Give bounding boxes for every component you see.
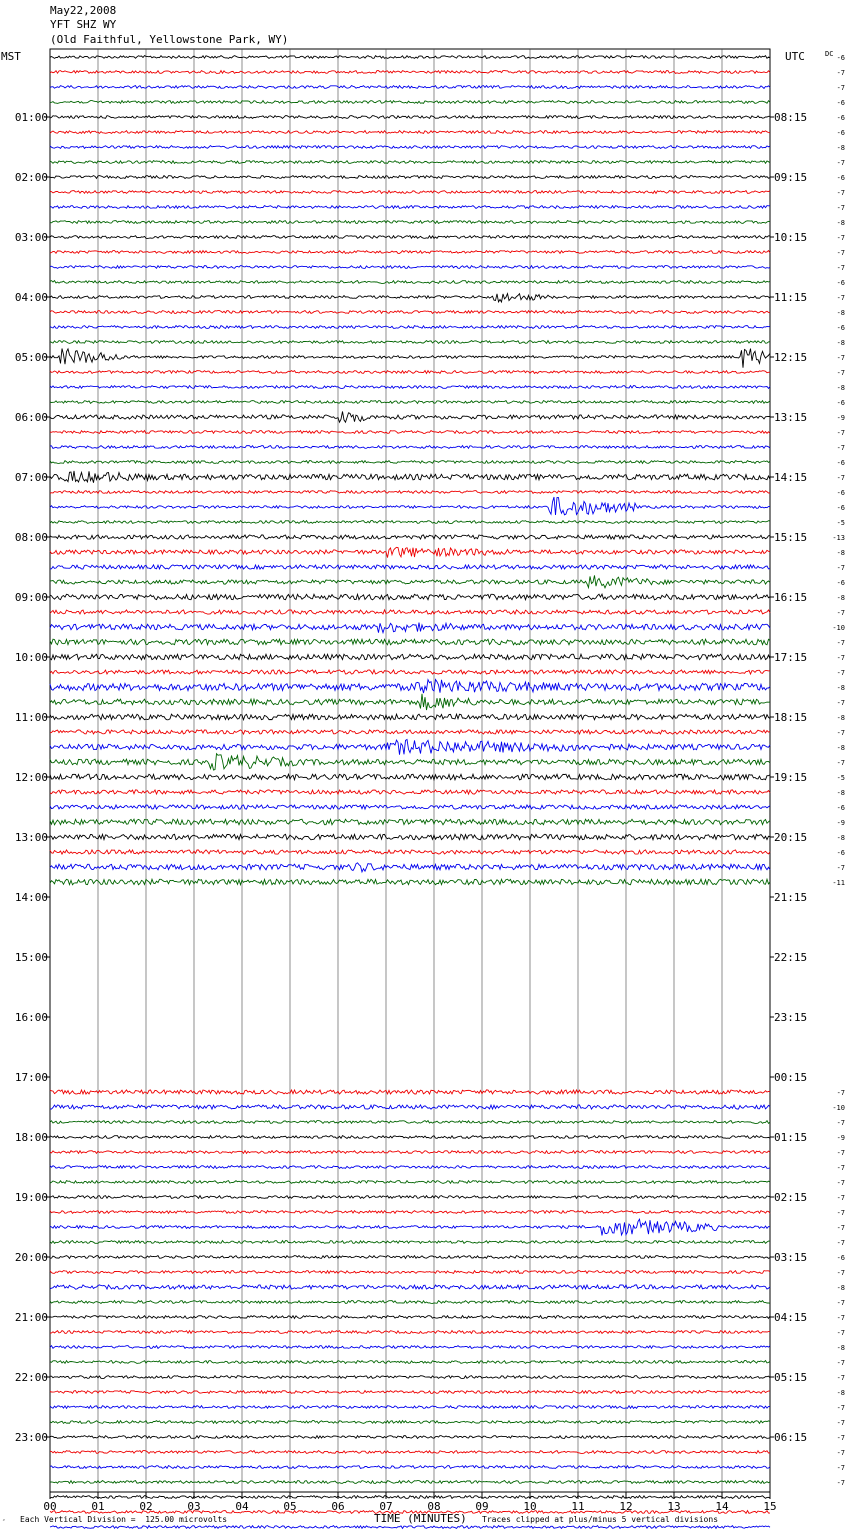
seismic-trace bbox=[50, 221, 770, 224]
seismic-trace bbox=[50, 850, 770, 854]
dc-offset-value: -8 bbox=[836, 549, 845, 557]
seismic-trace bbox=[50, 714, 770, 720]
mst-tick-label: 08:00 bbox=[14, 531, 48, 544]
dc-offset-value: -6 bbox=[836, 489, 845, 497]
dc-offset-value: -7 bbox=[836, 1089, 845, 1097]
seismic-trace bbox=[50, 1331, 770, 1334]
x-tick-label: 03 bbox=[187, 1500, 201, 1513]
utc-axis-label: UTC bbox=[785, 50, 805, 63]
dc-offset-value: -7 bbox=[836, 639, 845, 647]
seismic-trace bbox=[50, 1316, 770, 1319]
dc-offset-value: -7 bbox=[836, 729, 845, 737]
seismic-trace bbox=[50, 575, 770, 587]
dc-offset-value: -7 bbox=[836, 654, 845, 662]
seismic-trace bbox=[50, 471, 770, 483]
mst-tick-label: 10:00 bbox=[14, 651, 48, 664]
x-tick-label: 02 bbox=[139, 1500, 153, 1513]
dc-offset-value: -7 bbox=[836, 369, 845, 377]
seismic-trace bbox=[50, 386, 770, 389]
seismic-trace bbox=[50, 161, 770, 164]
dc-offset-value: -7 bbox=[836, 1419, 845, 1427]
dc-offset-value: -7 bbox=[836, 1179, 845, 1187]
dc-offset-value: -7 bbox=[836, 1479, 845, 1487]
dc-offset-value: -8 bbox=[836, 144, 845, 152]
seismic-trace bbox=[50, 71, 770, 74]
seismic-trace bbox=[50, 654, 770, 660]
seismic-trace bbox=[50, 131, 770, 134]
seismic-trace bbox=[50, 1166, 770, 1169]
utc-tick-label: 09:15 bbox=[774, 171, 808, 184]
x-axis-title: TIME (MINUTES) bbox=[374, 1512, 467, 1525]
seismic-trace bbox=[50, 805, 770, 809]
seismic-trace bbox=[50, 680, 770, 694]
utc-tick-label: 18:15 bbox=[774, 711, 808, 724]
seismic-trace bbox=[50, 730, 770, 734]
seismic-trace bbox=[50, 670, 770, 674]
seismic-trace bbox=[50, 1090, 770, 1094]
x-tick-label: 05 bbox=[283, 1500, 297, 1513]
dc-offset-value: -11 bbox=[832, 879, 845, 887]
seismic-trace bbox=[50, 521, 770, 524]
seismic-trace bbox=[50, 349, 770, 368]
dc-offset-value: -6 bbox=[836, 324, 845, 332]
dc-offset-value: -7 bbox=[836, 264, 845, 272]
x-tick-label: 13 bbox=[667, 1500, 681, 1513]
dc-offset-value: -7 bbox=[836, 609, 845, 617]
dc-offset-value: -9 bbox=[836, 414, 845, 422]
dc-offset-value: -7 bbox=[836, 1269, 845, 1277]
x-tick-label: 00 bbox=[43, 1500, 57, 1513]
dc-offset-value: -7 bbox=[836, 204, 845, 212]
dc-offset-value: -7 bbox=[836, 1224, 845, 1232]
mst-tick-label: 14:00 bbox=[14, 891, 48, 904]
mst-tick-label: 01:00 bbox=[14, 111, 48, 124]
dc-offset-value: -10 bbox=[832, 624, 845, 632]
dc-offset-value: -7 bbox=[836, 699, 845, 707]
seismic-trace bbox=[50, 341, 770, 344]
dc-offset-value: -6 bbox=[836, 504, 845, 512]
dc-offset-value: -7 bbox=[836, 669, 845, 677]
seismic-trace bbox=[50, 191, 770, 194]
dc-offset-value: -7 bbox=[836, 1239, 845, 1247]
mst-tick-label: 17:00 bbox=[14, 1071, 48, 1084]
seismic-trace bbox=[50, 86, 770, 89]
mst-tick-label: 04:00 bbox=[14, 291, 48, 304]
seismic-trace bbox=[50, 1285, 770, 1289]
seismic-trace bbox=[50, 1241, 770, 1244]
dc-offset-value: -10 bbox=[832, 1104, 845, 1112]
utc-tick-label: 15:15 bbox=[774, 531, 808, 544]
mst-tick-label: 13:00 bbox=[14, 831, 48, 844]
dc-offset-value: -8 bbox=[836, 309, 845, 317]
seismic-trace bbox=[50, 1421, 770, 1424]
dc-offset-value: -8 bbox=[836, 219, 845, 227]
dc-offset-value: -8 bbox=[836, 684, 845, 692]
seismic-trace bbox=[50, 412, 770, 423]
dc-offset-value: -7 bbox=[836, 444, 845, 452]
vertical-division-note: Each Vertical Division = 125.00 microvolts bbox=[20, 1515, 228, 1524]
dc-offset-value: -9 bbox=[836, 819, 845, 827]
seismic-trace bbox=[50, 610, 770, 614]
dc-offset-value: -7 bbox=[836, 1164, 845, 1172]
mst-tick-label: 11:00 bbox=[14, 711, 48, 724]
dc-offset-value: -7 bbox=[836, 1299, 845, 1307]
dc-offset-value: -6 bbox=[836, 99, 845, 107]
dc-offset-value: -7 bbox=[836, 234, 845, 242]
x-tick-label: 07 bbox=[379, 1500, 393, 1513]
dc-offset-value: -7 bbox=[836, 1194, 845, 1202]
mst-tick-label: 05:00 bbox=[14, 351, 48, 364]
utc-tick-label: 10:15 bbox=[774, 231, 808, 244]
seismic-trace bbox=[50, 790, 770, 794]
x-tick-label: 01 bbox=[91, 1500, 105, 1513]
clipping-note: Traces clipped at plus/minus 5 vertical divisions bbox=[482, 1515, 719, 1524]
utc-tick-label: 22:15 bbox=[774, 951, 808, 964]
seismic-trace bbox=[50, 1496, 770, 1499]
utc-tick-label: 02:15 bbox=[774, 1191, 808, 1204]
x-tick-label: 12 bbox=[619, 1500, 633, 1513]
seismic-trace bbox=[50, 1406, 770, 1409]
dc-offset-value: -6 bbox=[836, 804, 845, 812]
x-tick-label: 10 bbox=[523, 1500, 537, 1513]
seismic-trace bbox=[50, 1346, 770, 1349]
dc-offset-value: -7 bbox=[836, 564, 845, 572]
mst-axis-label: MST bbox=[1, 50, 21, 63]
station-location: (Old Faithful, Yellowstone Park, WY) bbox=[50, 33, 289, 46]
dc-offset-value: -7 bbox=[836, 864, 845, 872]
dc-offset-value: -7 bbox=[836, 84, 845, 92]
seismic-trace bbox=[50, 1451, 770, 1454]
dc-offset-value: -7 bbox=[836, 1374, 845, 1382]
dc-offset-value: -8 bbox=[836, 834, 845, 842]
x-tick-label: 14 bbox=[715, 1500, 729, 1513]
corner-mark: ″ bbox=[2, 1519, 6, 1526]
dc-offset-value: -13 bbox=[832, 534, 845, 542]
dc-offset-value: -5 bbox=[836, 519, 845, 527]
dc-offset-value: -8 bbox=[836, 1344, 845, 1352]
seismic-trace bbox=[50, 1136, 770, 1139]
seismic-trace bbox=[50, 56, 770, 59]
dc-offset-value: -6 bbox=[836, 114, 845, 122]
seismic-trace bbox=[50, 1219, 770, 1235]
seismic-trace bbox=[50, 146, 770, 149]
seismic-trace bbox=[50, 1121, 770, 1124]
seismic-trace bbox=[50, 1151, 770, 1154]
dc-offset-value: -6 bbox=[836, 279, 845, 287]
seismic-trace bbox=[50, 594, 770, 600]
seismic-trace bbox=[50, 1526, 770, 1529]
mst-tick-label: 12:00 bbox=[14, 771, 48, 784]
mst-tick-label: 20:00 bbox=[14, 1251, 48, 1264]
utc-tick-label: 16:15 bbox=[774, 591, 808, 604]
seismic-trace bbox=[50, 446, 770, 449]
dc-offset-value: -7 bbox=[836, 1434, 845, 1442]
dc-offset-value: -7 bbox=[836, 1449, 845, 1457]
seismic-trace bbox=[50, 326, 770, 329]
dc-offset-value: -8 bbox=[836, 339, 845, 347]
seismic-trace bbox=[50, 1391, 770, 1394]
dc-offset-value: -7 bbox=[836, 429, 845, 437]
seismic-trace bbox=[50, 774, 770, 780]
seismic-trace bbox=[50, 879, 770, 885]
dc-offset-value: -6 bbox=[836, 459, 845, 467]
dc-offset-value: -7 bbox=[836, 759, 845, 767]
dc-offset-label: DC bbox=[825, 50, 834, 58]
x-tick-label: 08 bbox=[427, 1500, 441, 1513]
x-tick-label: 15 bbox=[763, 1500, 777, 1513]
mst-tick-label: 19:00 bbox=[14, 1191, 48, 1204]
mst-tick-label: 03:00 bbox=[14, 231, 48, 244]
utc-tick-label: 14:15 bbox=[774, 471, 808, 484]
seismic-trace bbox=[50, 623, 770, 633]
seismic-trace bbox=[50, 565, 770, 569]
seismic-trace bbox=[50, 1256, 770, 1259]
seismic-trace bbox=[50, 401, 770, 404]
seismic-trace bbox=[50, 461, 770, 464]
seismic-trace bbox=[50, 176, 770, 179]
seismic-trace bbox=[50, 1361, 770, 1364]
dc-offset-value: -8 bbox=[836, 1389, 845, 1397]
seismic-trace bbox=[50, 294, 770, 302]
dc-offset-value: -7 bbox=[836, 159, 845, 167]
mst-tick-label: 22:00 bbox=[14, 1371, 48, 1384]
mst-tick-label: 06:00 bbox=[14, 411, 48, 424]
dc-offset-value: -8 bbox=[836, 714, 845, 722]
seismic-trace bbox=[50, 639, 770, 645]
dc-offset-value: -7 bbox=[836, 189, 845, 197]
dc-offset-value: -5 bbox=[836, 774, 845, 782]
x-tick-label: 06 bbox=[331, 1500, 345, 1513]
seismic-trace bbox=[50, 834, 770, 840]
x-tick-label: 11 bbox=[571, 1500, 585, 1513]
utc-tick-label: 03:15 bbox=[774, 1251, 808, 1264]
utc-tick-label: 19:15 bbox=[774, 771, 808, 784]
dc-offset-value: -8 bbox=[836, 594, 845, 602]
seismic-trace bbox=[50, 1181, 770, 1184]
seismic-trace bbox=[50, 206, 770, 209]
seismic-trace bbox=[50, 740, 770, 755]
mst-tick-label: 07:00 bbox=[14, 471, 48, 484]
seismic-trace bbox=[50, 1301, 770, 1304]
seismic-trace bbox=[50, 1211, 770, 1214]
mst-tick-label: 09:00 bbox=[14, 591, 48, 604]
dc-offset-value: -7 bbox=[836, 1329, 845, 1337]
mst-tick-label: 15:00 bbox=[14, 951, 48, 964]
utc-tick-label: 01:15 bbox=[774, 1131, 808, 1144]
mst-tick-label: 21:00 bbox=[14, 1311, 48, 1324]
seismic-trace bbox=[50, 497, 770, 515]
utc-tick-label: 20:15 bbox=[774, 831, 808, 844]
seismic-trace bbox=[50, 371, 770, 374]
dc-offset-value: -7 bbox=[836, 1314, 845, 1322]
utc-tick-label: 00:15 bbox=[774, 1071, 808, 1084]
seismic-trace bbox=[50, 547, 770, 557]
seismic-trace bbox=[50, 1466, 770, 1469]
seismic-trace bbox=[50, 1436, 770, 1439]
seismic-trace bbox=[50, 116, 770, 119]
utc-tick-label: 23:15 bbox=[774, 1011, 808, 1024]
seismic-trace bbox=[50, 863, 770, 872]
dc-offset-value: -6 bbox=[836, 54, 845, 62]
dc-offset-value: -7 bbox=[836, 1359, 845, 1367]
dc-offset-value: -8 bbox=[836, 1284, 845, 1292]
dc-offset-value: -6 bbox=[836, 1254, 845, 1262]
plot-date: May22,2008 bbox=[50, 4, 117, 17]
dc-offset-value: -8 bbox=[836, 384, 845, 392]
mst-tick-label: 02:00 bbox=[14, 171, 48, 184]
seismic-trace bbox=[50, 251, 770, 254]
seismic-trace bbox=[50, 236, 770, 239]
x-tick-label: 09 bbox=[475, 1500, 489, 1513]
dc-offset-value: -9 bbox=[836, 1134, 845, 1142]
seismic-trace bbox=[50, 754, 770, 770]
dc-offset-value: -7 bbox=[836, 1119, 845, 1127]
utc-tick-label: 04:15 bbox=[774, 1311, 808, 1324]
utc-tick-label: 06:15 bbox=[774, 1431, 808, 1444]
utc-tick-label: 17:15 bbox=[774, 651, 808, 664]
station-code: YFT SHZ WY bbox=[50, 18, 117, 31]
seismic-trace bbox=[50, 1105, 770, 1109]
dc-offset-value: -7 bbox=[836, 249, 845, 257]
seismic-trace bbox=[50, 431, 770, 434]
seismic-trace bbox=[50, 101, 770, 104]
dc-offset-value: -6 bbox=[836, 129, 845, 137]
x-tick-label: 04 bbox=[235, 1500, 249, 1513]
utc-tick-label: 11:15 bbox=[774, 291, 808, 304]
utc-tick-label: 21:15 bbox=[774, 891, 808, 904]
utc-tick-label: 13:15 bbox=[774, 411, 808, 424]
utc-tick-label: 12:15 bbox=[774, 351, 808, 364]
dc-offset-value: -8 bbox=[836, 789, 845, 797]
dc-offset-value: -8 bbox=[836, 744, 845, 752]
utc-tick-label: 05:15 bbox=[774, 1371, 808, 1384]
dc-offset-value: -6 bbox=[836, 849, 845, 857]
dc-offset-value: -7 bbox=[836, 354, 845, 362]
dc-offset-value: -7 bbox=[836, 1464, 845, 1472]
seismic-trace bbox=[50, 491, 770, 494]
seismic-trace bbox=[50, 1196, 770, 1199]
dc-offset-value: -7 bbox=[836, 1149, 845, 1157]
mst-tick-label: 18:00 bbox=[14, 1131, 48, 1144]
dc-offset-value: -6 bbox=[836, 579, 845, 587]
seismic-trace bbox=[50, 694, 770, 710]
seismic-trace bbox=[50, 1271, 770, 1274]
seismic-trace bbox=[50, 281, 770, 284]
mst-tick-label: 16:00 bbox=[14, 1011, 48, 1024]
dc-offset-value: -6 bbox=[836, 174, 845, 182]
dc-offset-value: -7 bbox=[836, 1209, 845, 1217]
dc-offset-value: -6 bbox=[836, 399, 845, 407]
utc-tick-label: 08:15 bbox=[774, 111, 808, 124]
seismic-trace bbox=[50, 535, 770, 539]
seismic-trace bbox=[50, 1376, 770, 1379]
mst-tick-label: 23:00 bbox=[14, 1431, 48, 1444]
seismic-trace bbox=[50, 311, 770, 314]
seismic-trace bbox=[50, 1481, 770, 1484]
seismic-trace bbox=[50, 266, 770, 269]
dc-offset-value: -7 bbox=[836, 294, 845, 302]
seismic-trace bbox=[50, 819, 770, 825]
dc-offset-value: -7 bbox=[836, 474, 845, 482]
dc-offset-value: -7 bbox=[836, 1404, 845, 1412]
dc-offset-value: -7 bbox=[836, 69, 845, 77]
